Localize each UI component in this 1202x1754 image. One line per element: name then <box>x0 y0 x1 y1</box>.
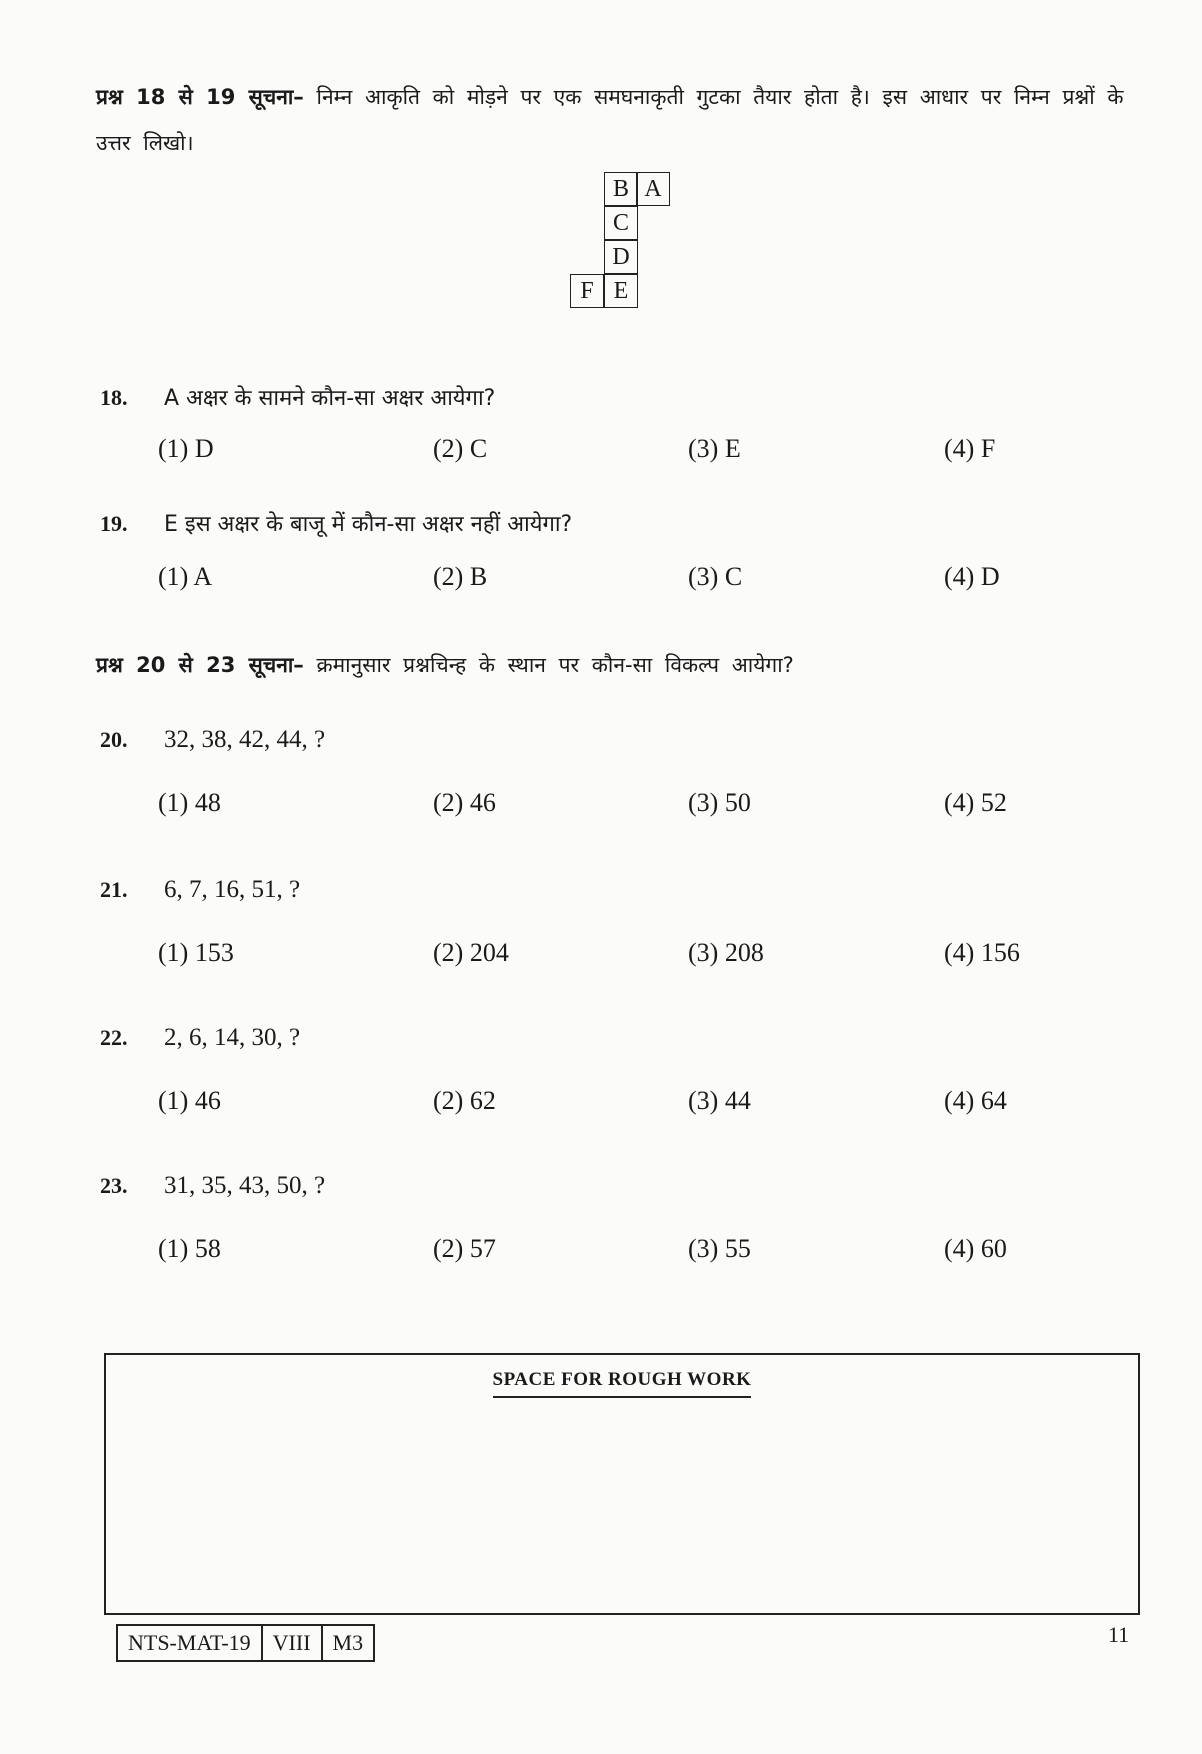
instruction-18-19 <box>96 74 1156 166</box>
question-22 <box>100 1024 300 1052</box>
question-number: 23. <box>100 1173 128 1198</box>
question-number: 18. <box>100 385 128 410</box>
option: (4) 64 <box>944 1086 1007 1115</box>
option: (2) B <box>433 562 488 591</box>
question-number: 19. <box>100 511 128 536</box>
question-18 <box>100 382 495 412</box>
net-cell-b: B <box>604 172 638 206</box>
net-cell-a: A <box>636 172 670 206</box>
option: (1) 58 <box>158 1234 221 1263</box>
option: (3) E <box>688 434 741 463</box>
question-text: E इस अक्षर के बाजू में कौन-सा अक्षर नहीं आयेगा? <box>164 512 573 537</box>
option: (3) C <box>688 562 743 591</box>
cube-net-figure <box>570 172 674 314</box>
instruction-20-23 <box>96 642 1156 688</box>
option: (2) 204 <box>433 938 509 967</box>
option: (4) 156 <box>944 938 1020 967</box>
paper-class: VIII <box>263 1626 323 1660</box>
option: (4) F <box>944 434 996 463</box>
question-20 <box>100 726 325 754</box>
instruction-text: निम्न आकृति को मोड़ने पर एक समघनाकृती गुटका तैयार होता है। इस आधार पर निम्न प्रश्नों के उत्तर लिखो। <box>96 85 1124 155</box>
option: (4) D <box>944 562 1000 591</box>
question-text: 31, 35, 43, 50, ? <box>164 1172 326 1199</box>
rough-work-title: SPACE FOR ROUGH WORK <box>493 1369 752 1398</box>
rough-work-box <box>104 1353 1140 1615</box>
option: (1) A <box>158 562 213 591</box>
option: (2) C <box>433 434 488 463</box>
paper-set: M3 <box>332 1630 364 1655</box>
option: (4) 60 <box>944 1234 1007 1263</box>
question-text: 32, 38, 42, 44, ? <box>164 726 326 753</box>
paper-code: NTS-MAT-19 <box>118 1626 263 1660</box>
net-cell-f: F <box>570 274 604 308</box>
option: (1) 153 <box>158 938 234 967</box>
option: (3) 208 <box>688 938 764 967</box>
option: (4) 52 <box>944 788 1007 817</box>
question-21 <box>100 876 300 904</box>
question-number: 21. <box>100 877 128 902</box>
net-cell-c: C <box>604 206 638 240</box>
paper-code-box <box>116 1624 375 1662</box>
instruction-label: प्रश्न 20 से 23 सूचना– <box>96 653 304 677</box>
option: (3) 44 <box>688 1086 751 1115</box>
option: (3) 50 <box>688 788 751 817</box>
net-cell-e: E <box>604 274 638 308</box>
instruction-label: प्रश्न 18 से 19 सूचना– <box>96 85 304 109</box>
option: (1) 48 <box>158 788 221 817</box>
option: (2) 57 <box>433 1234 496 1263</box>
question-23 <box>100 1172 325 1200</box>
question-text: 2, 6, 14, 30, ? <box>164 1024 301 1051</box>
option: (2) 46 <box>433 788 496 817</box>
question-19 <box>100 508 572 538</box>
question-number: 20. <box>100 727 128 752</box>
option: (2) 62 <box>433 1086 496 1115</box>
question-number: 22. <box>100 1025 128 1050</box>
instruction-text: क्रमानुसार प्रश्नचिन्ह के स्थान पर कौन-सा विकल्प आयेगा? <box>316 653 794 677</box>
option: (1) 46 <box>158 1086 221 1115</box>
option: (1) D <box>158 434 214 463</box>
option: (3) 55 <box>688 1234 751 1263</box>
page-number: 11 <box>1108 1622 1130 1647</box>
question-text: 6, 7, 16, 51, ? <box>164 876 301 903</box>
question-text: A अक्षर के सामने कौन-सा अक्षर आयेगा? <box>164 386 496 411</box>
net-cell-d: D <box>604 240 638 274</box>
